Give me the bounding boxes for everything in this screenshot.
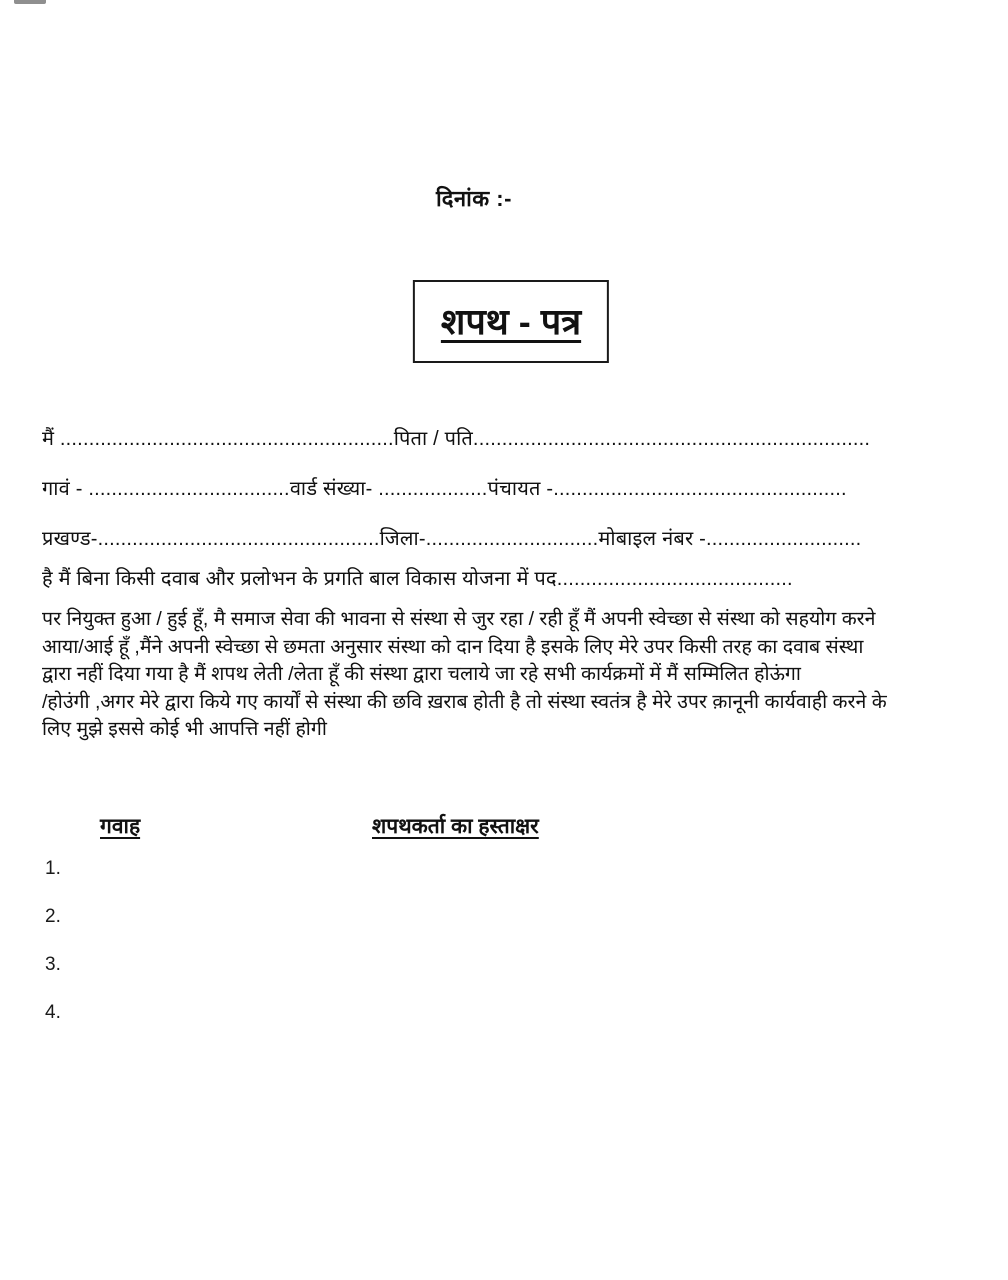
witness-list-item: 1. <box>45 858 61 879</box>
witness-list-item: 4. <box>45 1002 61 1023</box>
witness-heading: गवाह <box>100 815 141 838</box>
page-edge-artifact <box>14 0 46 4</box>
declaration-line: /होउंगी ,अगर मेरे द्वारा किये गए कार्यों से संस्था की छवि ख़राब होती है तो संस्था स्वतंत्र है मेरे उपर क़ानूनी कार्यवाही करने के <box>42 690 887 713</box>
oath-taker-signature-heading: शपथकर्ता का हस्ताक्षर <box>372 815 539 838</box>
witness-list <box>45 856 61 1048</box>
document-title: शपथ - पत्र <box>440 301 582 342</box>
declaration-line: पर नियुक्त हुआ / हुई हूँ, मै समाज सेवा की भावना से संस्था से जुर रहा / रही हूँ मैं अपनी स्वेच्छा से संस्था को सहयोग करने <box>42 608 876 630</box>
title-box <box>413 280 609 363</box>
declaration-line: आया/आई हूँ ,मैंने अपनी स्वेच्छा से छमता अनुसार संस्था को दान दिया है इसके लिए मेरे उपर किसी तरह का दवाब संस्था <box>42 635 864 658</box>
form-line-post: है मैं बिना किसी दवाब और प्रलोभन के प्रगति बाल विकास योजना में पद......................................... <box>42 568 793 590</box>
declaration-paragraph <box>42 606 978 744</box>
form-line-village-ward-panchayat: गावं - ...................................वार्ड संख्या- ...................पंचायत -................................................... <box>42 478 847 500</box>
declaration-line: लिए मुझे इससे कोई भी आपत्ति नहीं होगी <box>42 718 327 740</box>
form-line-name-father: मैं ..........................................................पिता / पति..................................................................... <box>42 428 871 450</box>
date-label: दिनांक :- <box>436 186 512 211</box>
form-line-block-district-mobile: प्रखण्ड-.................................................जिला-..............................मोबाइल नंबर -........................... <box>42 528 862 550</box>
signature-headings-row <box>0 812 1008 842</box>
witness-list-item: 3. <box>45 954 61 975</box>
declaration-line: द्वारा नहीं दिया गया है मैं शपथ लेती /लेता हूँ की संस्था द्वारा चलाये जा रहे सभी कार्यक्रमों में मैं सम्मिलित होऊंगा <box>42 663 801 685</box>
witness-list-item: 2. <box>45 906 61 927</box>
